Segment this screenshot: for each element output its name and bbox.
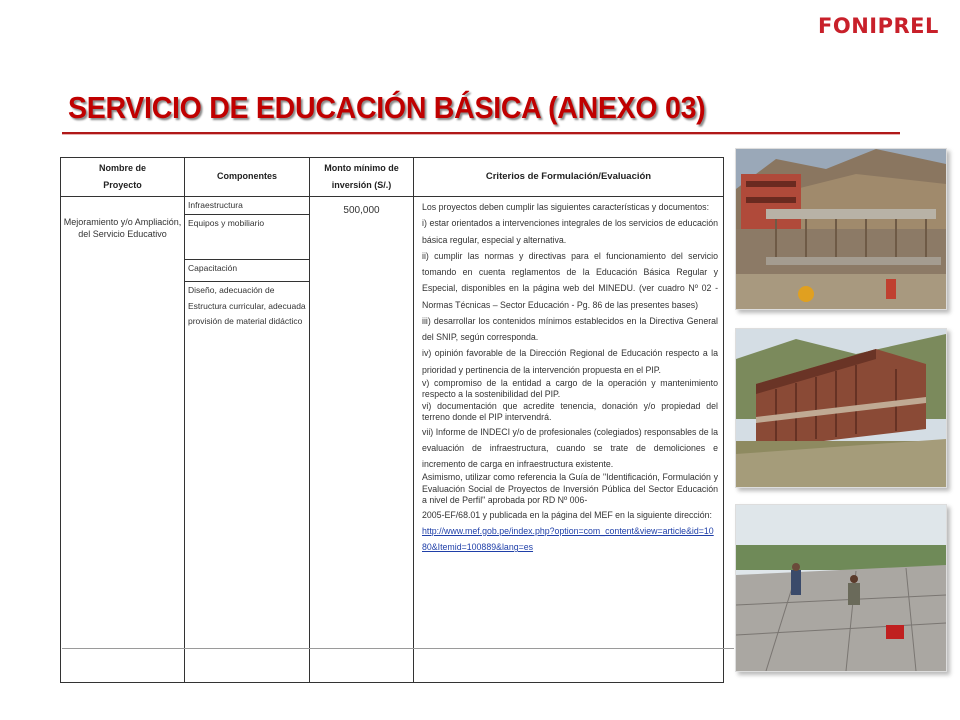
school-building-photo-icon [736, 329, 946, 487]
criteria-v: v) compromiso de la entidad a cargo de la operación y mantenimiento respecto a la sostenibilidad del PIP. [422, 377, 718, 400]
header-criteria: Criterios de Formulación/Evaluación [414, 158, 724, 197]
criteria-closing-b: 2005-EF/68.01 y publicada en la página del MEF en la siguiente dirección: [422, 509, 712, 520]
component-capacitacion: Capacitación [185, 260, 310, 282]
criteria-iii: iii) desarrollar los contenidos mínimos establecidos en la Directiva General del SNIP, según corresponda. [422, 315, 718, 343]
workers-roof-photo-icon [736, 505, 946, 671]
page-title: SERVICIO DE EDUCACIÓN BÁSICA (ANEXO 03) [68, 90, 706, 125]
title-divider-shadow [62, 134, 900, 135]
criteria-table [60, 157, 724, 683]
criteria-vi: vi) documentación que acredite tenencia, donación y/o propiedad del terreno donde el PIP intervendrá. [422, 400, 718, 423]
header-project: Nombre de Proyecto [61, 158, 185, 197]
criteria-closing-a: Asimismo, utilizar como referencia la Guía de "Identificación, Formulación y Evaluación Social de Proyectos de Inversión Pública del Sector Educación a nivel de Perfil" aprobada por RD Nº 006- [422, 472, 718, 506]
header-amount: Monto mínimo de inversión (S/.) [310, 158, 414, 197]
component-equipos: Equipos y mobiliario [185, 215, 310, 260]
criteria-i: i) estar orientados a intervenciones integrales de los servicios de educación básica regular, especial y alternativa. [422, 218, 718, 245]
component-infraestructura: Infraestructura [185, 197, 310, 215]
component-diseno: Diseño, adecuación de Estructura curricular, adecuada provisión de material didáctico [185, 282, 310, 683]
foniprel-logo: FONIPREL [818, 14, 939, 38]
criteria-iv: iv) opinión favorable de la Dirección Regional de Educación respecto a la prioridad y pertinencia de la intervención propuesta en el PIP. [422, 348, 718, 375]
photo-school-building [735, 328, 947, 488]
construction-photo-icon [736, 149, 946, 309]
amount-cell: 500,000 [310, 197, 414, 683]
photo-workers-roof [735, 504, 947, 672]
criteria-intro: Los proyectos deben cumplir las siguientes características y documentos: [422, 202, 710, 212]
criteria-vii: vii) Informe de INDECI y/o de profesionales (colegiados) responsables de la evaluación de infraestructura, cuando se trate de demoliciones e incremento de carga en infraestructura existente. [422, 426, 718, 470]
footer-line [62, 648, 734, 649]
table-row [61, 197, 724, 215]
mef-link[interactable]: http://www.mef.gob.pe/index.php?option=com_content&view=article&id=1080&Itemid=100889&lang=es [422, 525, 714, 553]
table-header-row [61, 158, 724, 197]
criteria-ii: ii) cumplir las normas y directivas para el funcionamiento del servicio tomando en cuenta reglamentos de la Educación Básica Regular y Especial, disponibles en la página web del MINEDU. (ver cuadro Nº 02 - Normas Técnicas – Sector Educación - Pg. 86 de las presentes bases) [422, 250, 718, 310]
criteria-cell [414, 197, 724, 683]
project-name-cell: Mejoramiento y/o Ampliación, del Servicio Educativo [61, 197, 185, 683]
header-components: Componentes [185, 158, 310, 197]
photo-construction-site [735, 148, 947, 310]
